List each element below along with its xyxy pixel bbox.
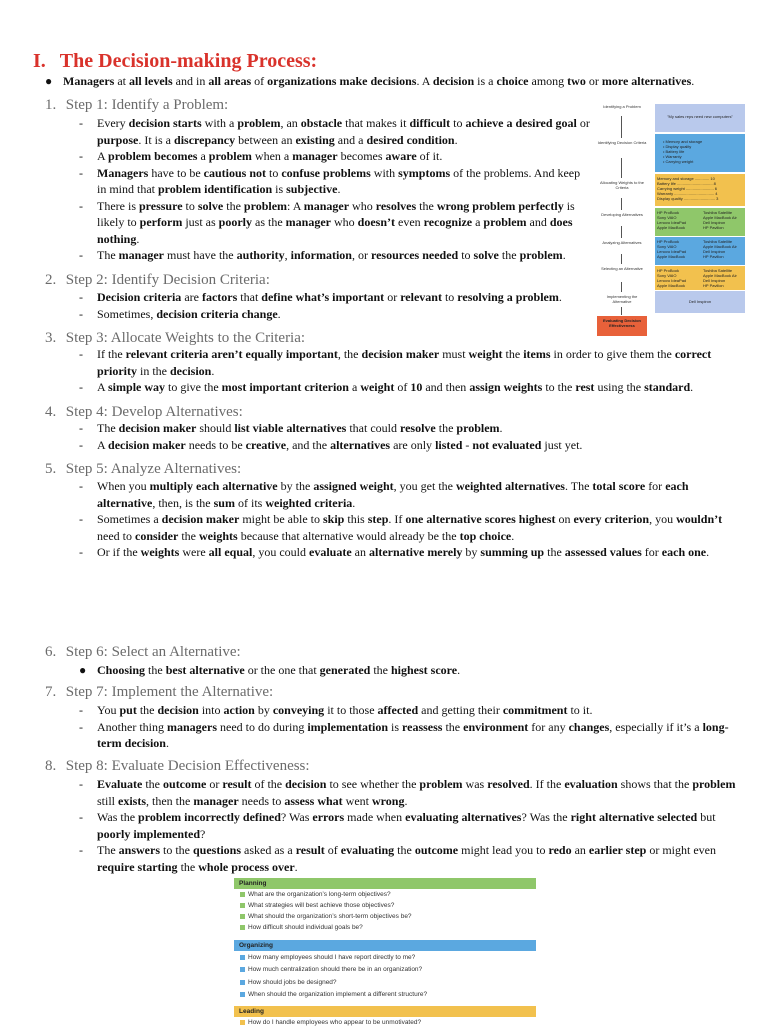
list-item-text: Decision criteria are factors that define what’s important or relevant to resolving a problem. bbox=[97, 290, 562, 304]
fig-criteria-item: • Battery life bbox=[663, 149, 685, 154]
fig-alt-item: HP ProBook bbox=[657, 239, 679, 244]
leading-item-text: How do I handle employees who appear to be unmotivated? bbox=[248, 1019, 422, 1026]
step-1-list bbox=[79, 115, 591, 264]
list-item-text: A problem becomes a problem when a manager becomes aware of it. bbox=[97, 149, 443, 163]
fig-alt-item: HP ProBook bbox=[657, 210, 679, 215]
list-item-text: A simple way to give the most important criterion a weight of 10 and then assign weights to the rest using the standard. bbox=[97, 380, 694, 394]
planning-item-text: What strategies will best achieve those objectives? bbox=[248, 902, 395, 909]
step-label: Step 5: Analyze Alternatives: bbox=[65, 461, 242, 477]
fig-alt-item: Apple MacBook Air bbox=[703, 273, 737, 278]
fig-weight-item: Memory and storage ............. 10 bbox=[657, 176, 715, 181]
step-number: 2. bbox=[45, 272, 57, 288]
organizing-item-text: When should the organization implement a different structure? bbox=[248, 991, 428, 998]
list-item-text: The manager must have the authority, information, or resources needed to solve the problem. bbox=[97, 248, 566, 262]
fig-arrow bbox=[621, 158, 622, 178]
dash-marker: - bbox=[79, 437, 83, 452]
square-bullet-icon bbox=[240, 925, 245, 930]
step-number: 1. bbox=[45, 97, 57, 113]
fig-selected-box: Dell Inspiron bbox=[655, 291, 745, 313]
square-bullet-icon bbox=[240, 903, 245, 908]
dash-marker: - bbox=[79, 421, 83, 435]
fig-alt-item: Apple MacBook bbox=[657, 254, 686, 259]
step-label: Step 8: Evaluate Decision Effectiveness: bbox=[65, 758, 310, 774]
fig-alt-item: Toshiba Satellite bbox=[703, 210, 733, 215]
fig-step-label: Implementing the Alternative bbox=[606, 294, 638, 304]
list-item-text: Managers have to be cautious not to confuse problems with symptoms of the problems. And keep in mind that problem identification is subjective. bbox=[97, 165, 581, 196]
square-bullet-icon bbox=[240, 892, 245, 897]
step-8-heading bbox=[45, 758, 310, 775]
square-bullet-icon bbox=[240, 992, 245, 997]
fig-step-label: Identifying a Problem bbox=[603, 104, 641, 109]
fig-alt-item: HP Pavilion bbox=[703, 283, 724, 288]
dash-marker: - bbox=[79, 810, 83, 824]
fig-alt-item: Dell Inspiron bbox=[703, 278, 726, 283]
list-item bbox=[79, 702, 742, 719]
list-item-text: You put the decision into action by conveying it to those affected and getting their commitment to it. bbox=[97, 703, 593, 717]
fig-problem-box: "My sales reps need new computers" bbox=[655, 104, 745, 132]
step-3-heading bbox=[45, 330, 305, 347]
list-item bbox=[79, 247, 591, 264]
list-item-text: Sometimes, decision criteria change. bbox=[97, 306, 281, 321]
fig-arrow bbox=[621, 226, 622, 238]
leading-item bbox=[240, 1018, 421, 1027]
step-number: 3. bbox=[45, 330, 57, 346]
planning-item-text: How difficult should individual goals be? bbox=[248, 924, 363, 931]
fig-step-label: Allocating Weights to the Criteria bbox=[600, 180, 644, 190]
fig-weight-item: Display quality ............................ 3 bbox=[657, 196, 719, 201]
planning-item bbox=[240, 890, 391, 899]
step-number: 7. bbox=[45, 684, 57, 700]
step-2-heading bbox=[45, 272, 270, 289]
list-item bbox=[79, 148, 591, 165]
planning-item-text: What should the organization’s short-term objectives be? bbox=[248, 913, 412, 920]
square-bullet-icon bbox=[240, 980, 245, 985]
dash-marker: - bbox=[79, 290, 83, 304]
fig-alt-item: Toshiba Satellite bbox=[703, 268, 733, 273]
step-5-list bbox=[79, 478, 742, 561]
fig-arrow bbox=[621, 282, 622, 292]
fig-alt-item: Sony VAIO bbox=[657, 244, 677, 249]
step-6-list bbox=[79, 662, 742, 679]
list-item bbox=[79, 842, 742, 875]
step-number: 6. bbox=[45, 644, 57, 660]
planning-item bbox=[240, 912, 412, 921]
dash-marker: - bbox=[79, 545, 83, 559]
square-bullet-icon bbox=[240, 1020, 245, 1025]
list-item bbox=[79, 809, 742, 842]
dash-marker: - bbox=[79, 512, 83, 526]
organizing-item bbox=[240, 965, 422, 974]
organizing-item bbox=[240, 978, 337, 987]
list-item bbox=[79, 198, 591, 248]
list-item bbox=[79, 165, 591, 198]
organizing-header: Organizing bbox=[234, 940, 536, 951]
fig-alt-item: Apple MacBook Air bbox=[703, 244, 737, 249]
fig-alt-item: Apple MacBook Air bbox=[703, 215, 737, 220]
fig-alt-item: Toshiba Satellite bbox=[703, 239, 733, 244]
step-number: 8. bbox=[45, 758, 57, 774]
square-bullet-icon bbox=[240, 967, 245, 972]
list-item bbox=[79, 346, 742, 379]
list-item bbox=[79, 420, 742, 437]
step-label: Step 3: Allocate Weights to the Criteria: bbox=[65, 330, 306, 346]
list-item-text: Or if the weights were all equal, you could evaluate an alternative merely by summing up the assessed values for each one. bbox=[97, 545, 710, 559]
list-item bbox=[79, 776, 742, 809]
list-item bbox=[79, 437, 742, 454]
fig-step-label: Selecting an Alternative bbox=[601, 266, 643, 271]
fig-alt-item: Lenovo IdeaPad bbox=[657, 220, 687, 225]
list-item-text: A decision maker needs to be creative, and the alternatives are only listed - not evaluated just yet. bbox=[97, 437, 583, 452]
dash-marker: - bbox=[79, 777, 83, 791]
step-label: Step 2: Identify Decision Criteria: bbox=[65, 272, 270, 288]
fig-alt-item: Sony VAIO bbox=[657, 273, 677, 278]
fig-develop-box bbox=[655, 208, 745, 236]
step-1-heading bbox=[45, 97, 228, 114]
step-6-heading bbox=[45, 644, 241, 661]
fig-weight-item: Carrying weight ......................... 6 bbox=[657, 186, 718, 191]
fig-weight-item: Battery life ................................ 8 bbox=[657, 181, 716, 186]
fig-criteria-item: • Warranty bbox=[663, 154, 682, 159]
list-item bbox=[79, 662, 742, 679]
dash-marker: - bbox=[79, 165, 83, 180]
fig-arrow bbox=[621, 116, 622, 138]
fig-arrow bbox=[621, 198, 622, 210]
dash-marker: - bbox=[79, 116, 83, 130]
fig-criteria-item: • Memory and storage bbox=[663, 139, 703, 144]
fig-step-label: Developing Alternatives bbox=[601, 212, 643, 217]
organizing-item-text: How much centralization should there be in an organization? bbox=[248, 966, 423, 973]
organizing-item-text: How should jobs be designed? bbox=[248, 979, 337, 986]
fig-eval-box: Evaluating Decision Effectiveness bbox=[597, 316, 647, 336]
planning-header: Planning bbox=[234, 878, 536, 889]
bullet-icon: ● bbox=[79, 663, 87, 677]
list-item-text: There is pressure to solve the problem: A manager who resolves the wrong problem perfectly is likely to perform just as poorly as the manager who doesn’t even recognize a problem and does nothing. bbox=[97, 198, 575, 246]
planning-item bbox=[240, 901, 394, 910]
list-item bbox=[79, 478, 742, 511]
list-item bbox=[79, 511, 742, 544]
step-4-list bbox=[79, 420, 742, 453]
step-number: 4. bbox=[45, 404, 57, 420]
list-item-text: Another thing managers need to do during implementation is reassess the environment for any changes, especially if it’s a long-term decision. bbox=[97, 719, 729, 750]
fig-alt-item: Lenovo IdeaPad bbox=[657, 249, 687, 254]
dash-marker: - bbox=[79, 306, 83, 321]
decision-process-figure bbox=[597, 102, 745, 336]
step-4-heading bbox=[45, 404, 243, 421]
list-item-text: When you multiply each alternative by the assigned weight, you get the weighted alternatives. The total score for each alternative, then, is the sum of its weighted criteria. bbox=[97, 479, 689, 510]
list-item bbox=[79, 115, 591, 148]
dash-marker: - bbox=[79, 479, 83, 493]
dash-marker: - bbox=[79, 843, 83, 857]
fig-alt-item: Dell Inspiron bbox=[703, 249, 726, 254]
step-7-heading bbox=[45, 684, 273, 701]
dash-marker: - bbox=[79, 347, 83, 361]
page-title bbox=[33, 50, 317, 73]
organizing-item bbox=[240, 990, 427, 999]
list-item-text: Sometimes a decision maker might be able to skip this step. If one alternative scores highest on every criterion, you wouldn’t need to consider the weights because that alternative would already be the top choice. bbox=[97, 512, 723, 543]
fig-alt-item: HP ProBook bbox=[657, 268, 679, 273]
fig-criteria-item: • Carrying weight bbox=[663, 159, 694, 164]
step-7-list bbox=[79, 702, 742, 752]
fig-weights-box bbox=[655, 174, 745, 206]
step-label: Step 1: Identify a Problem: bbox=[65, 97, 229, 113]
dash-marker: - bbox=[79, 149, 83, 163]
dash-marker: - bbox=[79, 248, 83, 262]
step-8-list bbox=[79, 776, 742, 875]
organizing-item bbox=[240, 953, 415, 962]
square-bullet-icon bbox=[240, 955, 245, 960]
dash-marker: - bbox=[79, 380, 83, 394]
fig-alt-item: Sony VAIO bbox=[657, 215, 677, 220]
fig-weight-item: Warranty .................................... 4 bbox=[657, 191, 718, 196]
list-item bbox=[79, 306, 591, 323]
square-bullet-icon bbox=[240, 914, 245, 919]
dash-marker: - bbox=[79, 719, 83, 734]
fig-step-label: Analyzing Alternatives bbox=[602, 240, 642, 245]
fig-analyze-box bbox=[655, 237, 745, 265]
fig-alt-item: Apple MacBook bbox=[657, 283, 686, 288]
step-2-list bbox=[79, 289, 591, 322]
planning-item-text: What are the organization’s long-term objectives? bbox=[248, 891, 391, 898]
fig-criteria-box bbox=[655, 134, 745, 172]
list-item-text: Was the problem incorrectly defined? Was errors made when evaluating alternatives? Was the right alternative selected but poorly implemented? bbox=[97, 810, 716, 841]
fig-criteria-item: • Display quality bbox=[663, 144, 692, 149]
management-questions-figure bbox=[234, 878, 536, 1024]
fig-alt-item: Dell Inspiron bbox=[703, 220, 726, 225]
list-item-text: Evaluate the outcome or result of the decision to see whether the problem was resolved. If the evaluation shows that the problem still exists, then the manager needs to assess what went wrong. bbox=[97, 777, 736, 808]
list-item-text: Every decision starts with a problem, an obstacle that makes it difficult to achieve a desired goal or purpose. It is a discrepancy between an existing and a desired condition. bbox=[97, 116, 590, 147]
list-item-text: If the relevant criteria aren’t equally important, the decision maker must weight the items in order to give them the correct priority in the decision. bbox=[97, 347, 712, 378]
leading-header: Leading bbox=[234, 1006, 536, 1017]
step-label: Step 6: Select an Alternative: bbox=[65, 644, 241, 660]
step-5-heading bbox=[45, 461, 241, 478]
fig-alt-item: HP Pavilion bbox=[703, 225, 724, 230]
step-number: 5. bbox=[45, 461, 57, 477]
step-label: Step 7: Implement the Alternative: bbox=[65, 684, 274, 700]
dash-marker: - bbox=[79, 198, 83, 213]
fig-alt-item: Lenovo IdeaPad bbox=[657, 278, 687, 283]
list-item bbox=[79, 379, 742, 396]
step-3-list bbox=[79, 346, 742, 396]
title-text: The Decision-making Process: bbox=[59, 50, 318, 72]
intro-text: Managers at all levels and in all areas of organizations make decisions. A decision is a choice among two or more alternatives. bbox=[63, 74, 695, 88]
organizing-item-text: How many employees should I have report directly to me? bbox=[248, 954, 416, 961]
dash-marker: - bbox=[79, 703, 83, 717]
list-item-text: The answers to the questions asked as a result of evaluating the outcome might lead you to redo an earlier step or might even require starting the whole process over. bbox=[97, 843, 716, 874]
list-item-text: Choosing the best alternative or the one that generated the highest score. bbox=[97, 663, 461, 677]
fig-alt-item: Apple MacBook bbox=[657, 225, 686, 230]
planning-item bbox=[240, 923, 363, 932]
list-item bbox=[79, 719, 742, 752]
step-label: Step 4: Develop Alternatives: bbox=[65, 404, 243, 420]
bullet-icon: ● bbox=[45, 74, 53, 88]
title-number: I. bbox=[33, 50, 46, 72]
list-item bbox=[79, 289, 591, 306]
fig-step-label: Identifying Decision Criteria bbox=[597, 140, 647, 145]
list-item-text: The decision maker should list viable alternatives that could resolve the problem. bbox=[97, 421, 503, 435]
fig-arrow bbox=[621, 307, 622, 315]
list-item bbox=[79, 544, 742, 561]
fig-select-box bbox=[655, 266, 745, 290]
fig-alt-item: HP Pavilion bbox=[703, 254, 724, 259]
fig-arrow bbox=[621, 254, 622, 264]
